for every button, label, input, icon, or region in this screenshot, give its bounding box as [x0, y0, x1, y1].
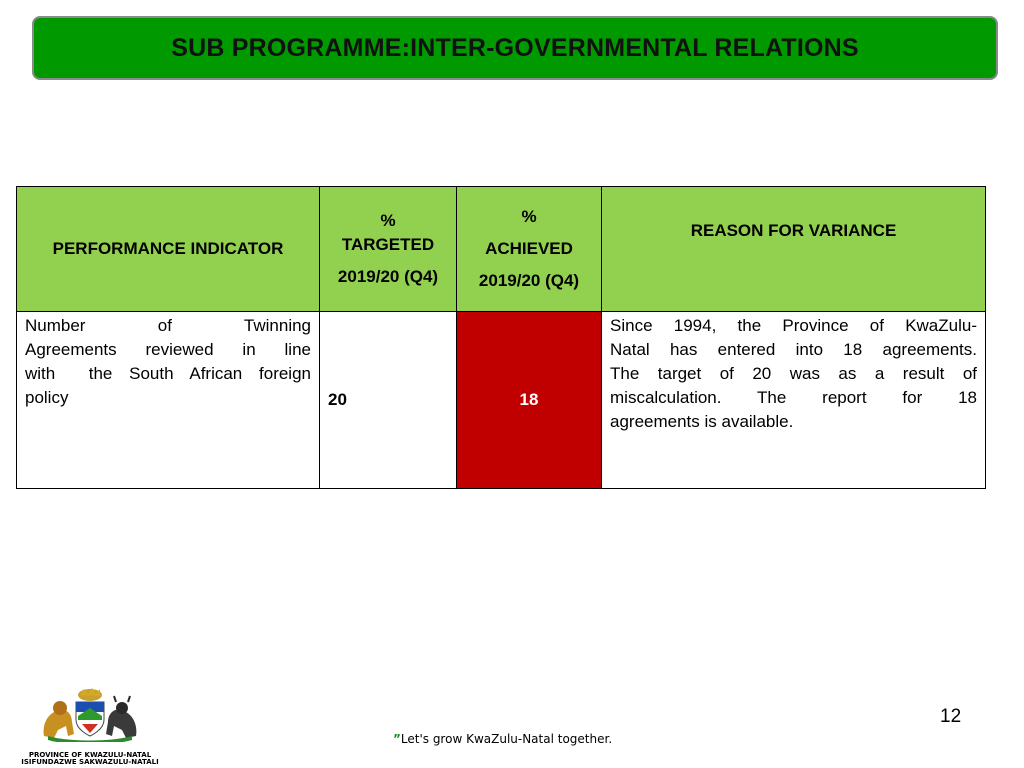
performance-table: [16, 186, 986, 489]
header-reason-label: REASON FOR VARIANCE: [690, 221, 897, 240]
table-row: [17, 312, 986, 489]
table-header-row: [17, 187, 986, 312]
reason-line: The target of 20 was as a result of: [610, 364, 977, 383]
header-targeted-symbol: %: [380, 211, 396, 230]
header-performance-indicator: [17, 187, 320, 312]
header-achieved-period: 2019/20 (Q4): [478, 271, 580, 290]
reason-cell: [602, 312, 986, 489]
target-value: 20: [320, 312, 457, 489]
indicator-line: Agreements reviewed in line: [25, 340, 311, 359]
header-indicator-label: PERFORMANCE INDICATOR: [52, 239, 284, 258]
header-targeted: [320, 187, 457, 312]
achieved-value: 18: [457, 312, 602, 489]
indicator-line: Number of Twinning: [25, 316, 311, 335]
page-number: 12: [940, 706, 962, 727]
reason-line: agreements is available.: [610, 412, 794, 431]
slogan-text: Let's grow KwaZulu-Natal together: [400, 732, 609, 746]
header-targeted-period: 2019/20 (Q4): [337, 267, 439, 286]
reason-line: Natal has entered into 18 agreements.: [610, 340, 977, 359]
header-achieved-label: ACHIEVED: [485, 239, 573, 258]
coat-of-arms-icon: [8, 686, 172, 742]
logo-caption-line1: PROVINCE OF KWAZULU-NATAL: [28, 751, 152, 759]
page-title: SUB PROGRAMME:INTER-GOVERNMENTAL RELATIONS: [171, 33, 859, 62]
reason-line: miscalculation. The report for 18: [610, 388, 977, 407]
header-achieved-symbol: %: [521, 207, 537, 226]
header-reason-for-variance: [602, 187, 986, 312]
header-targeted-label: TARGETED: [341, 235, 435, 254]
indicator-line: policy: [25, 388, 69, 407]
indicator-line: with the South African foreign: [25, 364, 311, 383]
header-achieved: [457, 187, 602, 312]
province-logo: [8, 686, 172, 766]
reason-line: Since 1994, the Province of KwaZulu-: [610, 316, 977, 335]
logo-caption-line2: ISIFUNDAZWE SAKWAZULU-NATALI: [21, 758, 159, 766]
indicator-cell: [17, 312, 320, 489]
slogan: ”Let's grow KwaZulu-Natal together.: [393, 732, 613, 746]
title-banner: [32, 16, 998, 80]
